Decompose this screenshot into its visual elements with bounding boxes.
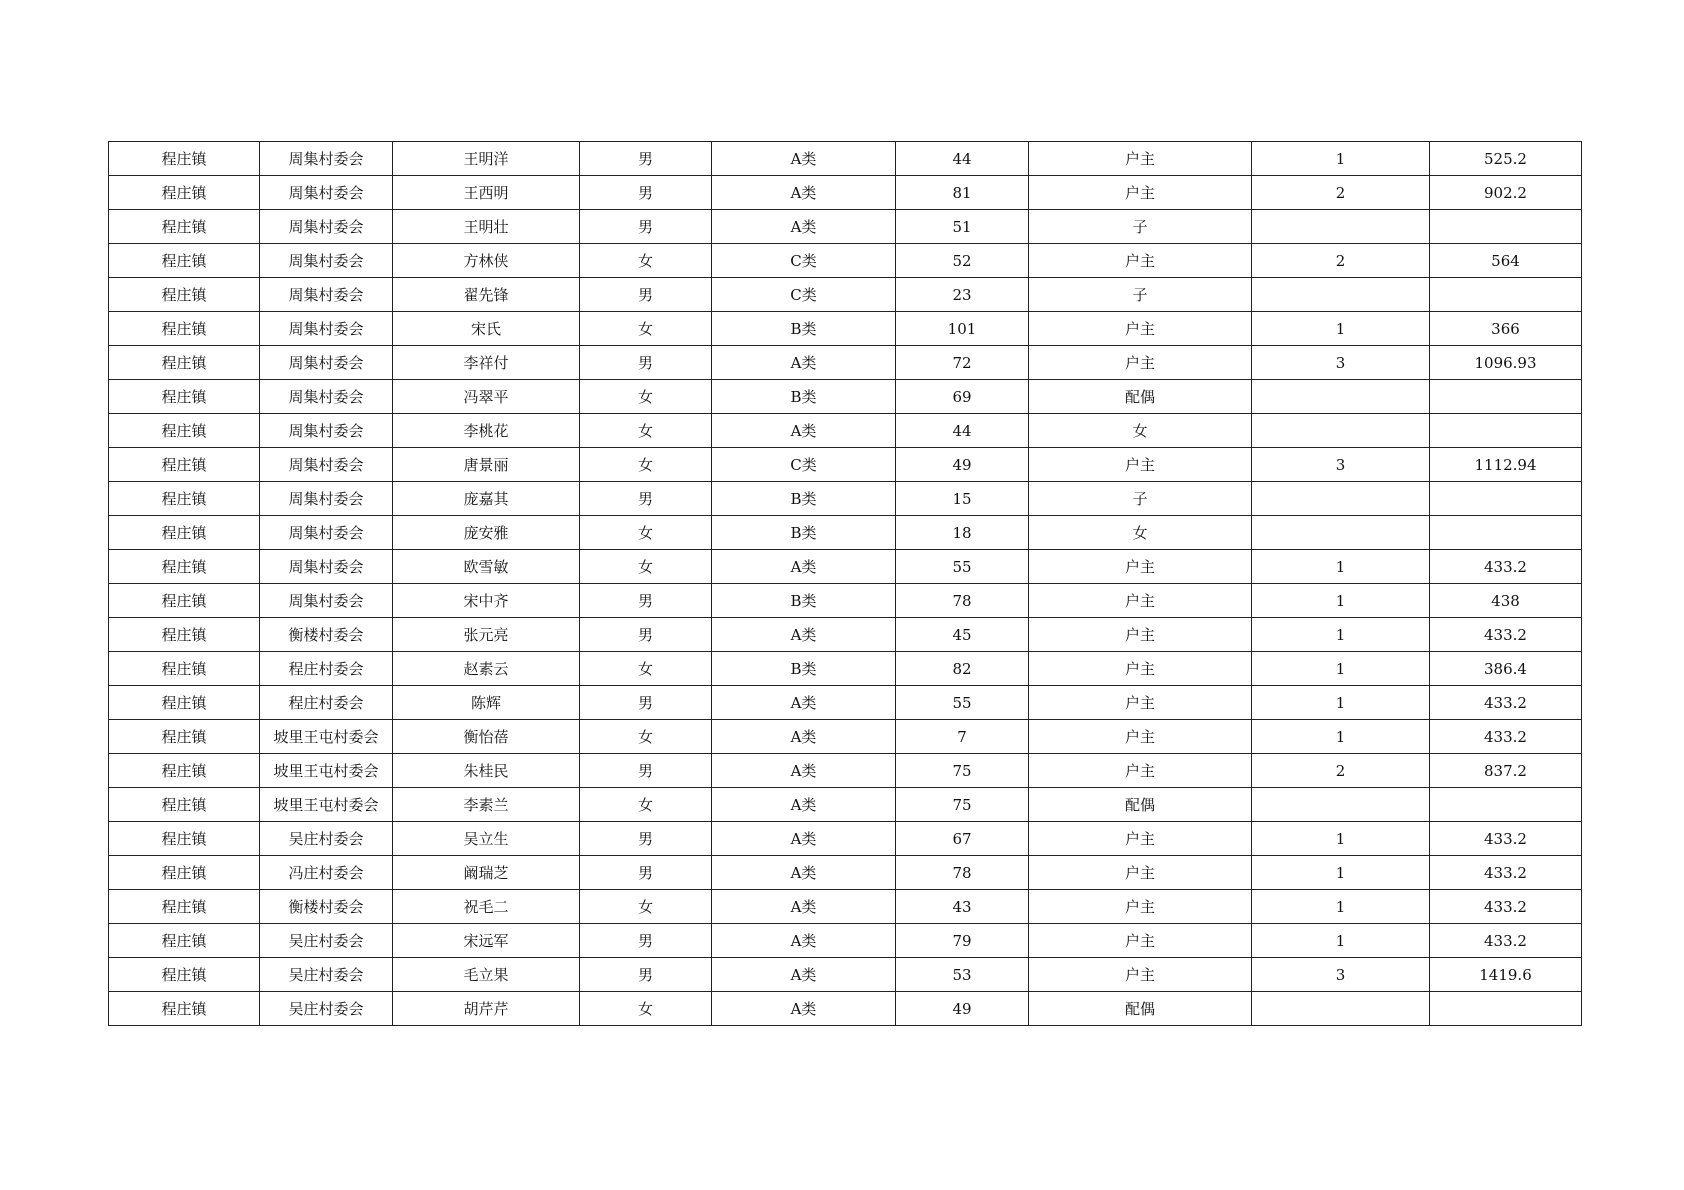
age-cell: 75	[896, 754, 1029, 788]
name-cell: 冯翠平	[393, 380, 580, 414]
gender-cell: 女	[580, 516, 712, 550]
name-cell: 祝毛二	[393, 890, 580, 924]
relation-cell: 配偶	[1029, 380, 1252, 414]
gender-cell: 男	[580, 210, 712, 244]
relation-cell: 女	[1029, 414, 1252, 448]
category-cell: A类	[712, 142, 896, 176]
age-cell: 79	[896, 924, 1029, 958]
name-cell: 衡怡蓓	[393, 720, 580, 754]
household-size-cell: 2	[1252, 244, 1430, 278]
category-cell: A类	[712, 856, 896, 890]
gender-cell: 男	[580, 754, 712, 788]
amount-cell: 433.2	[1430, 550, 1582, 584]
village-cell: 周集村委会	[260, 244, 393, 278]
name-cell: 王明洋	[393, 142, 580, 176]
household-size-cell: 1	[1252, 312, 1430, 346]
village-cell: 吴庄村委会	[260, 822, 393, 856]
name-cell: 阚瑞芝	[393, 856, 580, 890]
relation-cell: 户主	[1029, 856, 1252, 890]
town-cell: 程庄镇	[109, 176, 260, 210]
town-cell: 程庄镇	[109, 244, 260, 278]
age-cell: 53	[896, 958, 1029, 992]
name-cell: 朱桂民	[393, 754, 580, 788]
category-cell: A类	[712, 414, 896, 448]
household-size-cell	[1252, 278, 1430, 312]
household-size-cell: 3	[1252, 448, 1430, 482]
category-cell: B类	[712, 482, 896, 516]
category-cell: A类	[712, 924, 896, 958]
town-cell: 程庄镇	[109, 380, 260, 414]
household-size-cell: 1	[1252, 856, 1430, 890]
gender-cell: 女	[580, 992, 712, 1026]
household-size-cell: 2	[1252, 176, 1430, 210]
town-cell: 程庄镇	[109, 958, 260, 992]
table-row	[109, 584, 1582, 618]
town-cell: 程庄镇	[109, 550, 260, 584]
gender-cell: 男	[580, 618, 712, 652]
table-row	[109, 856, 1582, 890]
gender-cell: 女	[580, 448, 712, 482]
village-cell: 周集村委会	[260, 278, 393, 312]
town-cell: 程庄镇	[109, 788, 260, 822]
household-size-cell: 1	[1252, 550, 1430, 584]
village-cell: 周集村委会	[260, 176, 393, 210]
town-cell: 程庄镇	[109, 278, 260, 312]
household-size-cell: 3	[1252, 346, 1430, 380]
age-cell: 44	[896, 142, 1029, 176]
household-size-cell	[1252, 992, 1430, 1026]
name-cell: 吴立生	[393, 822, 580, 856]
relation-cell: 女	[1029, 516, 1252, 550]
village-cell: 周集村委会	[260, 414, 393, 448]
age-cell: 78	[896, 584, 1029, 618]
name-cell: 王明壮	[393, 210, 580, 244]
relation-cell: 子	[1029, 210, 1252, 244]
relation-cell: 户主	[1029, 686, 1252, 720]
village-cell: 周集村委会	[260, 312, 393, 346]
gender-cell: 男	[580, 278, 712, 312]
table-row	[109, 618, 1582, 652]
category-cell: A类	[712, 210, 896, 244]
table-row	[109, 414, 1582, 448]
age-cell: 69	[896, 380, 1029, 414]
town-cell: 程庄镇	[109, 312, 260, 346]
town-cell: 程庄镇	[109, 142, 260, 176]
household-size-cell: 1	[1252, 924, 1430, 958]
town-cell: 程庄镇	[109, 448, 260, 482]
amount-cell: 564	[1430, 244, 1582, 278]
village-cell: 周集村委会	[260, 550, 393, 584]
household-size-cell	[1252, 380, 1430, 414]
category-cell: B类	[712, 584, 896, 618]
village-cell: 周集村委会	[260, 516, 393, 550]
category-cell: A类	[712, 890, 896, 924]
household-size-cell	[1252, 210, 1430, 244]
household-size-cell: 1	[1252, 142, 1430, 176]
name-cell: 宋中齐	[393, 584, 580, 618]
gender-cell: 男	[580, 856, 712, 890]
age-cell: 101	[896, 312, 1029, 346]
village-cell: 坡里王屯村委会	[260, 720, 393, 754]
gender-cell: 女	[580, 652, 712, 686]
table-row	[109, 482, 1582, 516]
amount-cell	[1430, 380, 1582, 414]
amount-cell: 433.2	[1430, 822, 1582, 856]
age-cell: 55	[896, 550, 1029, 584]
category-cell: A类	[712, 176, 896, 210]
category-cell: B类	[712, 516, 896, 550]
amount-cell: 433.2	[1430, 890, 1582, 924]
age-cell: 72	[896, 346, 1029, 380]
gender-cell: 女	[580, 788, 712, 822]
amount-cell: 438	[1430, 584, 1582, 618]
table-row	[109, 992, 1582, 1026]
age-cell: 75	[896, 788, 1029, 822]
name-cell: 王西明	[393, 176, 580, 210]
village-cell: 坡里王屯村委会	[260, 754, 393, 788]
village-cell: 周集村委会	[260, 346, 393, 380]
household-size-cell	[1252, 414, 1430, 448]
gender-cell: 女	[580, 244, 712, 278]
age-cell: 49	[896, 448, 1029, 482]
table-row	[109, 244, 1582, 278]
category-cell: A类	[712, 754, 896, 788]
name-cell: 陈辉	[393, 686, 580, 720]
name-cell: 欧雪敏	[393, 550, 580, 584]
table-row	[109, 448, 1582, 482]
amount-cell: 837.2	[1430, 754, 1582, 788]
village-cell: 周集村委会	[260, 584, 393, 618]
amount-cell: 1112.94	[1430, 448, 1582, 482]
household-size-cell	[1252, 516, 1430, 550]
name-cell: 胡芹芹	[393, 992, 580, 1026]
amount-cell: 366	[1430, 312, 1582, 346]
relation-cell: 子	[1029, 278, 1252, 312]
village-cell: 衡楼村委会	[260, 890, 393, 924]
category-cell: A类	[712, 822, 896, 856]
amount-cell: 433.2	[1430, 618, 1582, 652]
age-cell: 81	[896, 176, 1029, 210]
allowance-table	[108, 141, 1582, 1026]
category-cell: A类	[712, 686, 896, 720]
household-size-cell: 1	[1252, 618, 1430, 652]
amount-cell: 1419.6	[1430, 958, 1582, 992]
table-row	[109, 210, 1582, 244]
table-row	[109, 652, 1582, 686]
relation-cell: 户主	[1029, 550, 1252, 584]
category-cell: B类	[712, 380, 896, 414]
town-cell: 程庄镇	[109, 890, 260, 924]
gender-cell: 男	[580, 482, 712, 516]
amount-cell: 525.2	[1430, 142, 1582, 176]
village-cell: 吴庄村委会	[260, 992, 393, 1026]
village-cell: 冯庄村委会	[260, 856, 393, 890]
relation-cell: 户主	[1029, 754, 1252, 788]
gender-cell: 女	[580, 380, 712, 414]
household-size-cell: 3	[1252, 958, 1430, 992]
amount-cell: 433.2	[1430, 686, 1582, 720]
town-cell: 程庄镇	[109, 822, 260, 856]
amount-cell: 433.2	[1430, 924, 1582, 958]
town-cell: 程庄镇	[109, 652, 260, 686]
category-cell: A类	[712, 720, 896, 754]
relation-cell: 户主	[1029, 448, 1252, 482]
amount-cell: 1096.93	[1430, 346, 1582, 380]
table-row	[109, 720, 1582, 754]
name-cell: 唐景丽	[393, 448, 580, 482]
relation-cell: 配偶	[1029, 788, 1252, 822]
table-row	[109, 958, 1582, 992]
category-cell: A类	[712, 788, 896, 822]
age-cell: 43	[896, 890, 1029, 924]
amount-cell	[1430, 210, 1582, 244]
amount-cell: 433.2	[1430, 720, 1582, 754]
age-cell: 52	[896, 244, 1029, 278]
name-cell: 庞嘉其	[393, 482, 580, 516]
category-cell: A类	[712, 618, 896, 652]
gender-cell: 男	[580, 686, 712, 720]
name-cell: 翟先锋	[393, 278, 580, 312]
relation-cell: 户主	[1029, 142, 1252, 176]
table-row	[109, 516, 1582, 550]
name-cell: 宋氏	[393, 312, 580, 346]
age-cell: 23	[896, 278, 1029, 312]
name-cell: 赵素云	[393, 652, 580, 686]
town-cell: 程庄镇	[109, 346, 260, 380]
relation-cell: 配偶	[1029, 992, 1252, 1026]
town-cell: 程庄镇	[109, 992, 260, 1026]
relation-cell: 户主	[1029, 958, 1252, 992]
village-cell: 周集村委会	[260, 210, 393, 244]
relation-cell: 户主	[1029, 924, 1252, 958]
amount-cell	[1430, 414, 1582, 448]
table-row	[109, 278, 1582, 312]
amount-cell: 902.2	[1430, 176, 1582, 210]
age-cell: 45	[896, 618, 1029, 652]
table-row	[109, 142, 1582, 176]
gender-cell: 女	[580, 720, 712, 754]
table-row	[109, 176, 1582, 210]
village-cell: 周集村委会	[260, 380, 393, 414]
gender-cell: 女	[580, 550, 712, 584]
relation-cell: 户主	[1029, 244, 1252, 278]
category-cell: A类	[712, 550, 896, 584]
village-cell: 吴庄村委会	[260, 924, 393, 958]
town-cell: 程庄镇	[109, 686, 260, 720]
age-cell: 49	[896, 992, 1029, 1026]
table-row	[109, 822, 1582, 856]
gender-cell: 男	[580, 822, 712, 856]
relation-cell: 户主	[1029, 584, 1252, 618]
town-cell: 程庄镇	[109, 482, 260, 516]
amount-cell	[1430, 482, 1582, 516]
relation-cell: 户主	[1029, 890, 1252, 924]
amount-cell: 433.2	[1430, 856, 1582, 890]
amount-cell	[1430, 516, 1582, 550]
gender-cell: 男	[580, 958, 712, 992]
gender-cell: 男	[580, 584, 712, 618]
relation-cell: 户主	[1029, 720, 1252, 754]
household-size-cell	[1252, 788, 1430, 822]
village-cell: 周集村委会	[260, 142, 393, 176]
gender-cell: 男	[580, 346, 712, 380]
amount-cell	[1430, 992, 1582, 1026]
name-cell: 毛立果	[393, 958, 580, 992]
gender-cell: 男	[580, 176, 712, 210]
age-cell: 51	[896, 210, 1029, 244]
table-body	[109, 142, 1582, 1026]
age-cell: 78	[896, 856, 1029, 890]
age-cell: 82	[896, 652, 1029, 686]
table-row	[109, 788, 1582, 822]
household-size-cell: 1	[1252, 686, 1430, 720]
table-row	[109, 312, 1582, 346]
relation-cell: 户主	[1029, 652, 1252, 686]
table-row	[109, 550, 1582, 584]
gender-cell: 女	[580, 890, 712, 924]
table-row	[109, 346, 1582, 380]
gender-cell: 男	[580, 924, 712, 958]
household-size-cell: 1	[1252, 652, 1430, 686]
category-cell: A类	[712, 346, 896, 380]
town-cell: 程庄镇	[109, 856, 260, 890]
gender-cell: 女	[580, 312, 712, 346]
village-cell: 周集村委会	[260, 482, 393, 516]
age-cell: 55	[896, 686, 1029, 720]
town-cell: 程庄镇	[109, 720, 260, 754]
table-row	[109, 890, 1582, 924]
relation-cell: 户主	[1029, 176, 1252, 210]
town-cell: 程庄镇	[109, 754, 260, 788]
age-cell: 44	[896, 414, 1029, 448]
category-cell: B类	[712, 652, 896, 686]
town-cell: 程庄镇	[109, 924, 260, 958]
name-cell: 李桃花	[393, 414, 580, 448]
town-cell: 程庄镇	[109, 516, 260, 550]
village-cell: 周集村委会	[260, 448, 393, 482]
table-row	[109, 924, 1582, 958]
town-cell: 程庄镇	[109, 414, 260, 448]
category-cell: C类	[712, 448, 896, 482]
relation-cell: 户主	[1029, 822, 1252, 856]
household-size-cell: 1	[1252, 720, 1430, 754]
village-cell: 坡里王屯村委会	[260, 788, 393, 822]
household-size-cell	[1252, 482, 1430, 516]
household-size-cell: 1	[1252, 890, 1430, 924]
village-cell: 程庄村委会	[260, 686, 393, 720]
village-cell: 吴庄村委会	[260, 958, 393, 992]
amount-cell	[1430, 278, 1582, 312]
relation-cell: 户主	[1029, 618, 1252, 652]
amount-cell: 386.4	[1430, 652, 1582, 686]
gender-cell: 男	[580, 142, 712, 176]
category-cell: C类	[712, 244, 896, 278]
category-cell: C类	[712, 278, 896, 312]
name-cell: 宋远军	[393, 924, 580, 958]
name-cell: 张元亮	[393, 618, 580, 652]
age-cell: 18	[896, 516, 1029, 550]
relation-cell: 子	[1029, 482, 1252, 516]
household-size-cell: 1	[1252, 822, 1430, 856]
village-cell: 衡楼村委会	[260, 618, 393, 652]
age-cell: 7	[896, 720, 1029, 754]
table-row	[109, 686, 1582, 720]
household-size-cell: 2	[1252, 754, 1430, 788]
category-cell: A类	[712, 992, 896, 1026]
age-cell: 15	[896, 482, 1029, 516]
town-cell: 程庄镇	[109, 618, 260, 652]
table-row	[109, 754, 1582, 788]
name-cell: 庞安雅	[393, 516, 580, 550]
town-cell: 程庄镇	[109, 584, 260, 618]
name-cell: 方林侠	[393, 244, 580, 278]
town-cell: 程庄镇	[109, 210, 260, 244]
amount-cell	[1430, 788, 1582, 822]
name-cell: 李祥付	[393, 346, 580, 380]
gender-cell: 女	[580, 414, 712, 448]
relation-cell: 户主	[1029, 346, 1252, 380]
village-cell: 程庄村委会	[260, 652, 393, 686]
age-cell: 67	[896, 822, 1029, 856]
name-cell: 李素兰	[393, 788, 580, 822]
relation-cell: 户主	[1029, 312, 1252, 346]
table-row	[109, 380, 1582, 414]
category-cell: A类	[712, 958, 896, 992]
household-size-cell: 1	[1252, 584, 1430, 618]
category-cell: B类	[712, 312, 896, 346]
